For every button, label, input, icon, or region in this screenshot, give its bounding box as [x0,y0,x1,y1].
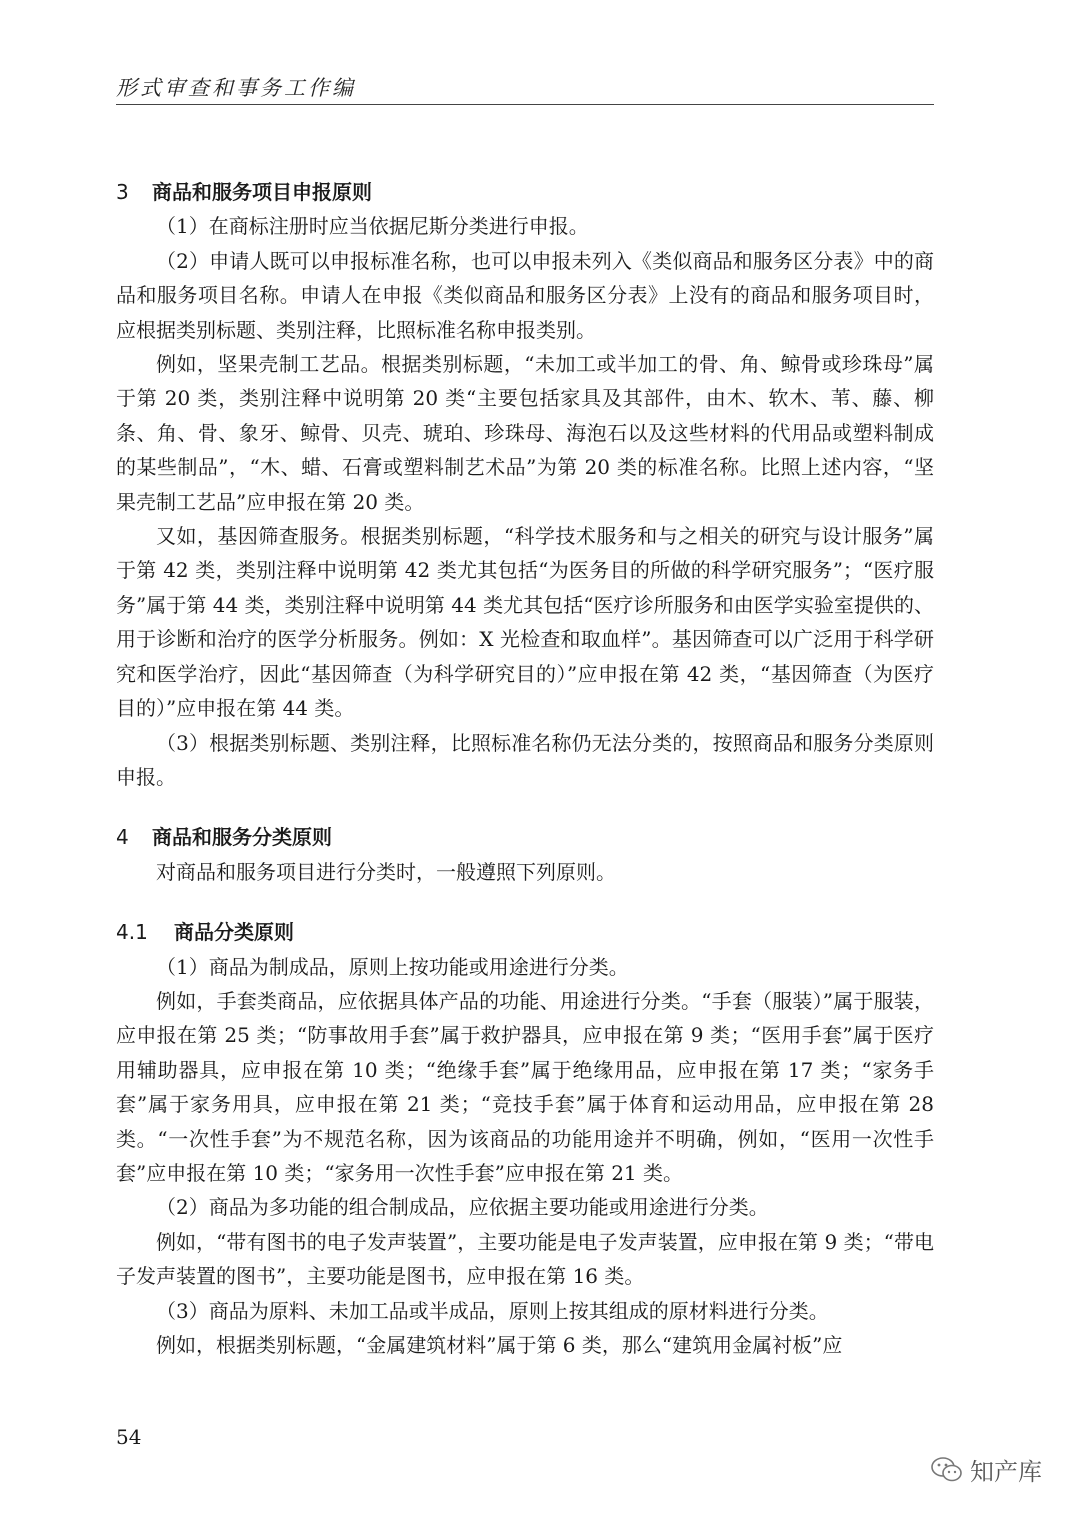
section-gap [116,889,934,915]
section-4-heading [116,820,934,854]
wechat-icon [930,1455,964,1485]
paragraph: 例如，“带有图书的电子发声装置”，主要功能是电子发声装置，应申报在第 9 类；“带电子发声装置的图书”，主要功能是图书，应申报在第 16 类。 [116,1229,934,1289]
watermark [930,1452,1042,1487]
section-4-1-number: 4.1 [116,920,148,945]
paragraph: （3）根据类别标题、类别注释，比照标准名称仍无法分类的，按照商品和服务分类原则申报。 [116,730,934,789]
header-rule [116,104,934,105]
paragraph: （2）申请人既可以申报标准名称，也可以申报未列入《类似商品和服务区分表》中的商品和服务项目名称。申请人在申报《类似商品和服务区分表》上没有的商品和服务项目时，应根据类别标题、类别注释，比照标准名称申报类别。 [116,248,934,342]
section-4-1-heading [116,915,934,949]
section-4-1-title: 商品分类原则 [174,920,294,945]
running-head: 形式审查和事务工作编 [116,76,356,100]
watermark-text: 知产库 [970,1458,1042,1486]
section-gap [116,794,934,820]
page-body [116,175,934,1362]
page-number: 54 [116,1425,142,1449]
paragraph: 又如，基因筛查服务。根据类别标题，“科学技术服务和与之相关的研究与设计服务”属于第 42 类，类别注释中说明第 42 类尤其包括“为医务目的所做的科学研究服务”；“医疗服务”属于第 44 类，类别注释中说明第 44 类尤其包括“医疗诊所服务和由医学实验室提供的、用于诊断和治疗的医学分析服务。例如：X 光检查和取血样”。基因筛查可以广泛用于科学研究和医学治疗，因此“基因筛查（为科学研究目的）”应申报在第 42 类，“基因筛查（为医疗目的）”应申报在第 44 类。 [116,524,934,721]
paragraph: 例如，坚果壳制工艺品。根据类别标题，“未加工或半加工的骨、角、鲸骨或珍珠母”属于第 20 类，类别注释中说明第 20 类“主要包括家具及其部件，由木、软木、苇、藤、柳条、角、骨、象牙、鲸骨、贝壳、琥珀、珍珠母、海泡石以及这些材料的代用品或塑料制成的某些制品”，“木、蜡、石膏或塑料制艺术品”为第 20 类的标准名称。比照上述内容，“坚果壳制工艺品”应申报在第 20 类。 [116,352,934,514]
paragraph: 对商品和服务项目进行分类时，一般遵照下列原则。 [156,859,616,884]
section-3-title: 商品和服务项目申报原则 [152,180,372,204]
paragraph: （1）商品为制成品，原则上按功能或用途进行分类。 [156,954,629,979]
paragraph: 例如，根据类别标题，“金属建筑材料”属于第 6 类，那么“建筑用金属衬板”应 [156,1333,843,1357]
section-3-number: 3 [116,180,129,204]
section-3-heading [116,175,934,209]
section-4-number: 4 [116,825,129,850]
paragraph: （3）商品为原料、未加工品或半成品，原则上按其组成的原材料进行分类。 [156,1298,829,1323]
paragraph: （1）在商标注册时应当依据尼斯分类进行申报。 [156,214,589,239]
paragraph: （2）商品为多功能的组合制成品，应依据主要功能或用途进行分类。 [156,1195,769,1220]
paragraph: 例如，手套类商品，应依据具体产品的功能、用途进行分类。“手套（服装）”属于服装，应申报在第 25 类；“防事故用手套”属于救护器具，应申报在第 9 类；“医用手套”属于医疗用辅助器具，应申报在第 10 类；“绝缘手套”属于绝缘用品，应申报在第 17 类；“家务手套”属于家务用具，应申报在第 21 类；“竞技手套”属于体育和运动用品，应申报在第 28 类。“一次性手套”为不规范名称，因为该商品的功能用途并不明确，例如，“医用一次性手套”应申报在第 10 类；“家务用一次性手套”应申报在第 21 类。 [116,988,934,1185]
section-4-title: 商品和服务分类原则 [152,825,332,850]
